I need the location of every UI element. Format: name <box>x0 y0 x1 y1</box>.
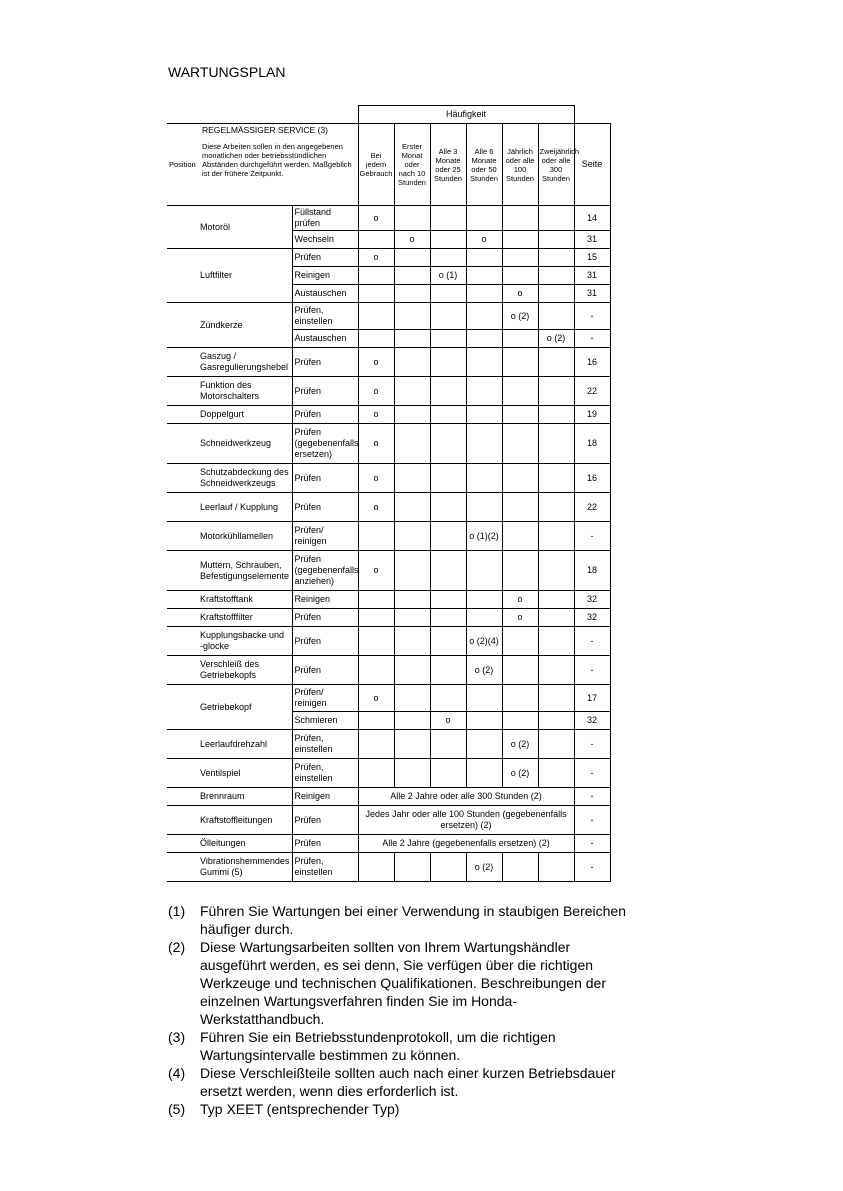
interval-mark: o <box>466 231 502 249</box>
col-each-use: Bei jedem Gebrauch <box>358 124 394 206</box>
page-cell: 16 <box>574 348 610 377</box>
position-cell: Motoröl <box>167 206 292 249</box>
action-cell: Prüfen <box>292 656 358 685</box>
interval-mark <box>430 206 466 231</box>
position-cell: Zündkerze <box>167 303 292 348</box>
interval-mark <box>394 730 430 759</box>
interval-mark <box>358 231 394 249</box>
interval-mark <box>394 656 430 685</box>
interval-mark <box>430 759 466 788</box>
position-cell: Schutzabdeckung des Schneidwerkzeugs <box>167 464 292 493</box>
interval-mark <box>358 656 394 685</box>
interval-mark <box>502 406 538 424</box>
interval-mark <box>538 627 574 656</box>
interval-mark <box>538 730 574 759</box>
interval-mark <box>502 685 538 712</box>
interval-mark <box>466 377 502 406</box>
action-cell: Prüfen, einstellen <box>292 730 358 759</box>
interval-mark <box>394 249 430 267</box>
interval-mark <box>466 424 502 464</box>
action-cell: Prüfen <box>292 835 358 853</box>
interval-mark <box>430 609 466 627</box>
interval-mark <box>394 591 430 609</box>
interval-mark <box>430 685 466 712</box>
interval-mark <box>466 551 502 591</box>
table-row <box>167 464 610 493</box>
interval-mark <box>538 285 574 303</box>
interval-mark <box>502 712 538 730</box>
interval-mark <box>538 656 574 685</box>
interval-mark: o (1)(2) <box>466 522 502 551</box>
action-cell: Prüfen <box>292 806 358 835</box>
interval-mark <box>466 464 502 493</box>
action-cell: Prüfen <box>292 348 358 377</box>
interval-mark <box>538 377 574 406</box>
table-row <box>167 806 610 835</box>
table-row <box>167 835 610 853</box>
interval-mark: o <box>358 348 394 377</box>
action-cell: Prüfen <box>292 377 358 406</box>
position-cell: Kraftstofffilter <box>167 609 292 627</box>
table-row <box>167 348 610 377</box>
interval-mark <box>430 853 466 882</box>
interval-mark <box>394 609 430 627</box>
interval-mark <box>502 249 538 267</box>
interval-mark <box>394 406 430 424</box>
footnote-number: (3) <box>168 1029 186 1045</box>
interval-mark <box>394 206 430 231</box>
position-cell: Kraftstofftank <box>167 591 292 609</box>
page-cell: 32 <box>574 712 610 730</box>
table-row <box>167 249 610 267</box>
col-page: Seite <box>574 124 610 206</box>
interval-span-cell: Alle 2 Jahre (gegebenenfalls ersetzen) (2) <box>358 835 574 853</box>
table-row <box>167 609 610 627</box>
page-cell: - <box>574 656 610 685</box>
interval-mark <box>394 267 430 285</box>
position-cell: Vibrationshemmendes Gummi (5) <box>167 853 292 882</box>
interval-mark: o (2) <box>538 330 574 348</box>
page-cell: 31 <box>574 267 610 285</box>
interval-mark <box>466 685 502 712</box>
page-cell: - <box>574 627 610 656</box>
interval-mark <box>502 551 538 591</box>
page-cell: - <box>574 788 610 806</box>
interval-mark: o <box>358 685 394 712</box>
footnote-number: (5) <box>168 1101 186 1117</box>
interval-mark <box>538 712 574 730</box>
interval-mark: o (2) <box>502 730 538 759</box>
page-cell: 31 <box>574 231 610 249</box>
footnote-number: (4) <box>168 1065 186 1081</box>
interval-mark: o <box>358 377 394 406</box>
page-cell: 15 <box>574 249 610 267</box>
interval-mark <box>466 348 502 377</box>
position-cell: Brennraum <box>167 788 292 806</box>
footnote <box>168 902 638 938</box>
interval-mark: o <box>358 493 394 522</box>
action-cell: Prüfen (gegebenenfalls ersetzen) <box>292 424 358 464</box>
page-title: WARTUNGSPLAN <box>168 64 286 80</box>
interval-mark <box>538 406 574 424</box>
interval-mark <box>466 249 502 267</box>
interval-mark <box>466 730 502 759</box>
table-row <box>167 656 610 685</box>
position-cell: Kraftstoffleitungen <box>167 806 292 835</box>
footnote <box>168 1100 638 1118</box>
action-cell: Reinigen <box>292 788 358 806</box>
interval-mark <box>466 330 502 348</box>
footnote <box>168 938 638 1028</box>
interval-mark <box>430 249 466 267</box>
interval-mark <box>394 424 430 464</box>
maintenance-table <box>167 105 610 882</box>
page-cell: 22 <box>574 493 610 522</box>
page-cell: 19 <box>574 406 610 424</box>
action-cell: Prüfen <box>292 406 358 424</box>
service-header <box>167 124 358 206</box>
action-cell: Prüfen <box>292 493 358 522</box>
interval-mark <box>358 853 394 882</box>
action-cell: Prüfen/ reinigen <box>292 685 358 712</box>
action-cell: Schmieren <box>292 712 358 730</box>
table-row <box>167 522 610 551</box>
interval-mark <box>538 464 574 493</box>
position-cell: Doppelgurt <box>167 406 292 424</box>
interval-mark: o <box>502 285 538 303</box>
interval-mark <box>430 377 466 406</box>
frequency-header: Häufigkeit <box>358 106 574 124</box>
interval-mark <box>394 330 430 348</box>
action-cell: Austauschen <box>292 330 358 348</box>
interval-mark: o (2) <box>502 303 538 330</box>
interval-mark <box>358 591 394 609</box>
action-cell: Füllstand prüfen <box>292 206 358 231</box>
interval-mark <box>502 627 538 656</box>
interval-mark <box>538 551 574 591</box>
table-row <box>167 788 610 806</box>
interval-mark <box>502 853 538 882</box>
table-row <box>167 853 610 882</box>
interval-mark: o (2) <box>466 853 502 882</box>
action-cell: Reinigen <box>292 591 358 609</box>
interval-mark <box>394 303 430 330</box>
table-row <box>167 303 610 330</box>
interval-mark: o <box>358 551 394 591</box>
action-cell: Prüfen, einstellen <box>292 759 358 788</box>
interval-mark <box>394 712 430 730</box>
interval-mark <box>358 522 394 551</box>
action-cell: Prüfen <box>292 249 358 267</box>
page-cell: 22 <box>574 377 610 406</box>
interval-mark <box>430 348 466 377</box>
interval-mark <box>466 712 502 730</box>
interval-mark <box>394 685 430 712</box>
table-row <box>167 685 610 712</box>
action-cell: Wechseln <box>292 231 358 249</box>
page-cell: - <box>574 330 610 348</box>
interval-mark <box>502 656 538 685</box>
position-cell: Luftfilter <box>167 249 292 303</box>
page-cell: - <box>574 759 610 788</box>
interval-mark <box>466 406 502 424</box>
interval-mark <box>394 522 430 551</box>
interval-mark <box>538 853 574 882</box>
interval-mark <box>538 493 574 522</box>
regular-service-title: REGELMÄSSIGER SERVICE (3) <box>202 125 328 135</box>
position-cell: Funktion des Motorschalters <box>167 377 292 406</box>
interval-mark <box>538 348 574 377</box>
interval-mark <box>466 303 502 330</box>
interval-mark: o <box>358 424 394 464</box>
position-cell: Ölleitungen <box>167 835 292 853</box>
action-cell: Prüfen <box>292 464 358 493</box>
page-cell: 14 <box>574 206 610 231</box>
interval-mark: o <box>502 609 538 627</box>
position-cell: Leerlaufdrehzahl <box>167 730 292 759</box>
page-cell: 32 <box>574 609 610 627</box>
footnote-text: Typ XEET (entsprechender Typ) <box>200 1101 400 1117</box>
interval-mark <box>430 551 466 591</box>
interval-mark <box>502 424 538 464</box>
action-cell: Prüfen, einstellen <box>292 303 358 330</box>
position-cell: Getriebekopf <box>167 685 292 730</box>
col-6-months: Alle 6 Monate oder 50 Stunden <box>466 124 502 206</box>
interval-mark <box>502 348 538 377</box>
page-cell: - <box>574 835 610 853</box>
interval-mark <box>430 656 466 685</box>
footnote-number: (2) <box>168 939 186 955</box>
service-description: Diese Arbeiten sollen in den angegebenen monatlichen oder betriebsstündlichen Abständen durchgeführt werden. Maßgeblich ist der frühere Zeitpunkt. <box>202 142 352 178</box>
interval-mark <box>502 522 538 551</box>
footnote-text: Führen Sie ein Betriebsstundenprotokoll, um die richtigen Wartungsintervalle bestimmen zu können. <box>200 1029 556 1063</box>
interval-mark: o (2) <box>502 759 538 788</box>
table-row <box>167 206 610 231</box>
page-cell: 18 <box>574 551 610 591</box>
page-cell: - <box>574 806 610 835</box>
table-row <box>167 424 610 464</box>
interval-mark <box>358 712 394 730</box>
footnote-number: (1) <box>168 903 186 919</box>
col-yearly: Jährlich oder alle 100 Stunden <box>502 124 538 206</box>
interval-mark: o <box>358 406 394 424</box>
page-cell: - <box>574 522 610 551</box>
interval-mark <box>502 231 538 249</box>
interval-mark <box>502 464 538 493</box>
interval-mark <box>466 267 502 285</box>
interval-mark <box>358 730 394 759</box>
interval-mark <box>466 609 502 627</box>
action-cell: Austauschen <box>292 285 358 303</box>
action-cell: Prüfen (gegebenenfalls anziehen) <box>292 551 358 591</box>
interval-mark <box>538 591 574 609</box>
interval-mark <box>502 493 538 522</box>
interval-mark <box>394 464 430 493</box>
page-cell: - <box>574 853 610 882</box>
interval-mark <box>538 609 574 627</box>
interval-mark <box>430 231 466 249</box>
footnote <box>168 1028 638 1064</box>
position-cell: Gaszug / Gasregulierungshebel <box>167 348 292 377</box>
table-row <box>167 730 610 759</box>
action-cell: Prüfen <box>292 609 358 627</box>
interval-mark <box>358 285 394 303</box>
interval-mark: o <box>358 206 394 231</box>
action-cell: Prüfen/ reinigen <box>292 522 358 551</box>
interval-mark <box>538 267 574 285</box>
page-cell: 32 <box>574 591 610 609</box>
interval-mark: o <box>358 249 394 267</box>
position-cell: Kupplungsbacke und -glocke <box>167 627 292 656</box>
interval-mark <box>358 759 394 788</box>
page-cell: 18 <box>574 424 610 464</box>
page-cell: 31 <box>574 285 610 303</box>
col-first-month: Erster Monat oder nach 10 Stunden <box>394 124 430 206</box>
table-row <box>167 551 610 591</box>
action-cell: Reinigen <box>292 267 358 285</box>
table-row <box>167 406 610 424</box>
position-cell: Schneidwerkzeug <box>167 424 292 464</box>
interval-mark <box>538 424 574 464</box>
interval-mark <box>466 206 502 231</box>
interval-span-cell: Jedes Jahr oder alle 100 Stunden (gegebenenfalls ersetzen) (2) <box>358 806 574 835</box>
page-cell: 16 <box>574 464 610 493</box>
interval-mark <box>358 303 394 330</box>
interval-mark <box>394 493 430 522</box>
interval-mark <box>394 285 430 303</box>
interval-mark <box>394 551 430 591</box>
interval-mark <box>502 267 538 285</box>
action-cell: Prüfen <box>292 627 358 656</box>
position-cell: Ventilspiel <box>167 759 292 788</box>
interval-mark <box>430 303 466 330</box>
interval-mark <box>358 609 394 627</box>
interval-mark <box>430 627 466 656</box>
table-row <box>167 377 610 406</box>
col-two-yearly: Zweijährlich oder alle 300 Stunden <box>538 124 574 206</box>
interval-mark <box>502 377 538 406</box>
table-row <box>167 493 610 522</box>
interval-mark <box>358 267 394 285</box>
footnote-text: Diese Wartungsarbeiten sollten von Ihrem Wartungshändler ausgeführt werden, es sei denn, Sie verfügen über die richtigen Werkzeuge und technischen Qualifikationen. Beschreibungen der einzelnen Wartungsverfahren finden Sie im Honda-Werkstatthandbuch. <box>200 939 606 1027</box>
interval-mark <box>430 424 466 464</box>
interval-mark <box>430 406 466 424</box>
table-row <box>167 591 610 609</box>
position-cell: Muttern, Schrauben, Befestigungselemente <box>167 551 292 591</box>
page-cell: - <box>574 303 610 330</box>
interval-mark <box>430 464 466 493</box>
interval-mark <box>538 303 574 330</box>
page-cell: 17 <box>574 685 610 712</box>
interval-mark <box>538 522 574 551</box>
footnote <box>168 1064 638 1100</box>
interval-mark <box>538 206 574 231</box>
page-cell: - <box>574 730 610 759</box>
interval-mark <box>358 330 394 348</box>
interval-mark <box>394 853 430 882</box>
interval-mark <box>466 759 502 788</box>
interval-mark <box>466 591 502 609</box>
interval-mark <box>430 330 466 348</box>
action-cell: Prüfen, einstellen <box>292 853 358 882</box>
footnote-text: Diese Verschleißteile sollten auch nach einer kurzen Betriebsdauer ersetzt werden, wenn dies erforderlich ist. <box>200 1065 616 1099</box>
interval-mark: o <box>430 712 466 730</box>
interval-mark <box>430 522 466 551</box>
interval-mark <box>538 231 574 249</box>
position-cell: Motorkühllamellen <box>167 522 292 551</box>
interval-mark <box>466 285 502 303</box>
table-row <box>167 627 610 656</box>
table-row <box>167 759 610 788</box>
position-cell: Verschleiß des Getriebekopfs <box>167 656 292 685</box>
interval-span-cell: Alle 2 Jahre oder alle 300 Stunden (2) <box>358 788 574 806</box>
footnotes <box>168 902 638 1118</box>
interval-mark <box>538 249 574 267</box>
interval-mark <box>394 348 430 377</box>
interval-mark <box>466 493 502 522</box>
footnote-text: Führen Sie Wartungen bei einer Verwendung in staubigen Bereichen häufiger durch. <box>200 903 626 937</box>
interval-mark: o (2)(4) <box>466 627 502 656</box>
interval-mark <box>394 377 430 406</box>
interval-mark <box>358 627 394 656</box>
interval-mark <box>502 206 538 231</box>
interval-mark <box>502 330 538 348</box>
interval-mark <box>430 591 466 609</box>
interval-mark: o <box>394 231 430 249</box>
interval-mark <box>394 627 430 656</box>
position-label: Position <box>169 160 196 169</box>
interval-mark <box>538 685 574 712</box>
interval-mark <box>538 759 574 788</box>
interval-mark: o (1) <box>430 267 466 285</box>
interval-mark <box>430 493 466 522</box>
col-3-months: Alle 3 Monate oder 25 Stunden <box>430 124 466 206</box>
interval-mark <box>430 730 466 759</box>
interval-mark: o <box>502 591 538 609</box>
position-cell: Leerlauf / Kupplung <box>167 493 292 522</box>
interval-mark <box>430 285 466 303</box>
interval-mark: o <box>358 464 394 493</box>
interval-mark <box>394 759 430 788</box>
interval-mark: o (2) <box>466 656 502 685</box>
